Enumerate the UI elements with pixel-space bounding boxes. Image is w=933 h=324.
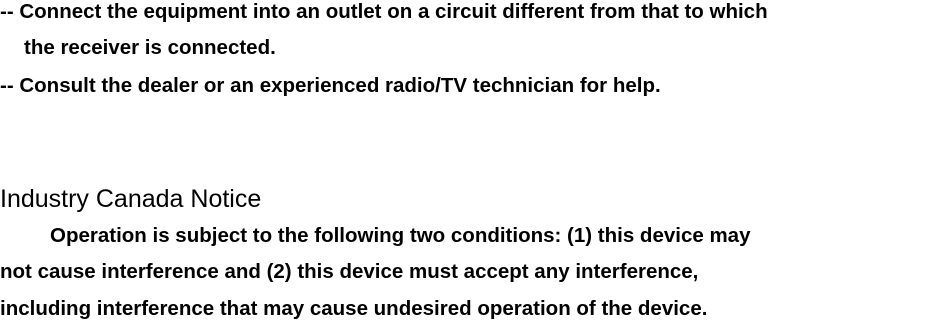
industry-canada-para-line2: not cause interference and (2) this device must accept any interference, xyxy=(0,260,699,283)
industry-canada-para-line1: Operation is subject to the following two conditions: (1) this device may xyxy=(50,224,751,247)
industry-canada-heading: Industry Canada Notice xyxy=(0,185,262,213)
tip-consult-dealer: -- Consult the dealer or an experienced radio/TV technician for help. xyxy=(0,74,661,97)
industry-canada-para-line3: including interference that may cause undesired operation of the device. xyxy=(0,297,708,320)
tip-connect-outlet-line1: -- Connect the equipment into an outlet on a circuit different from that to which xyxy=(0,0,768,23)
tip-connect-outlet-line2: the receiver is connected. xyxy=(24,36,276,59)
